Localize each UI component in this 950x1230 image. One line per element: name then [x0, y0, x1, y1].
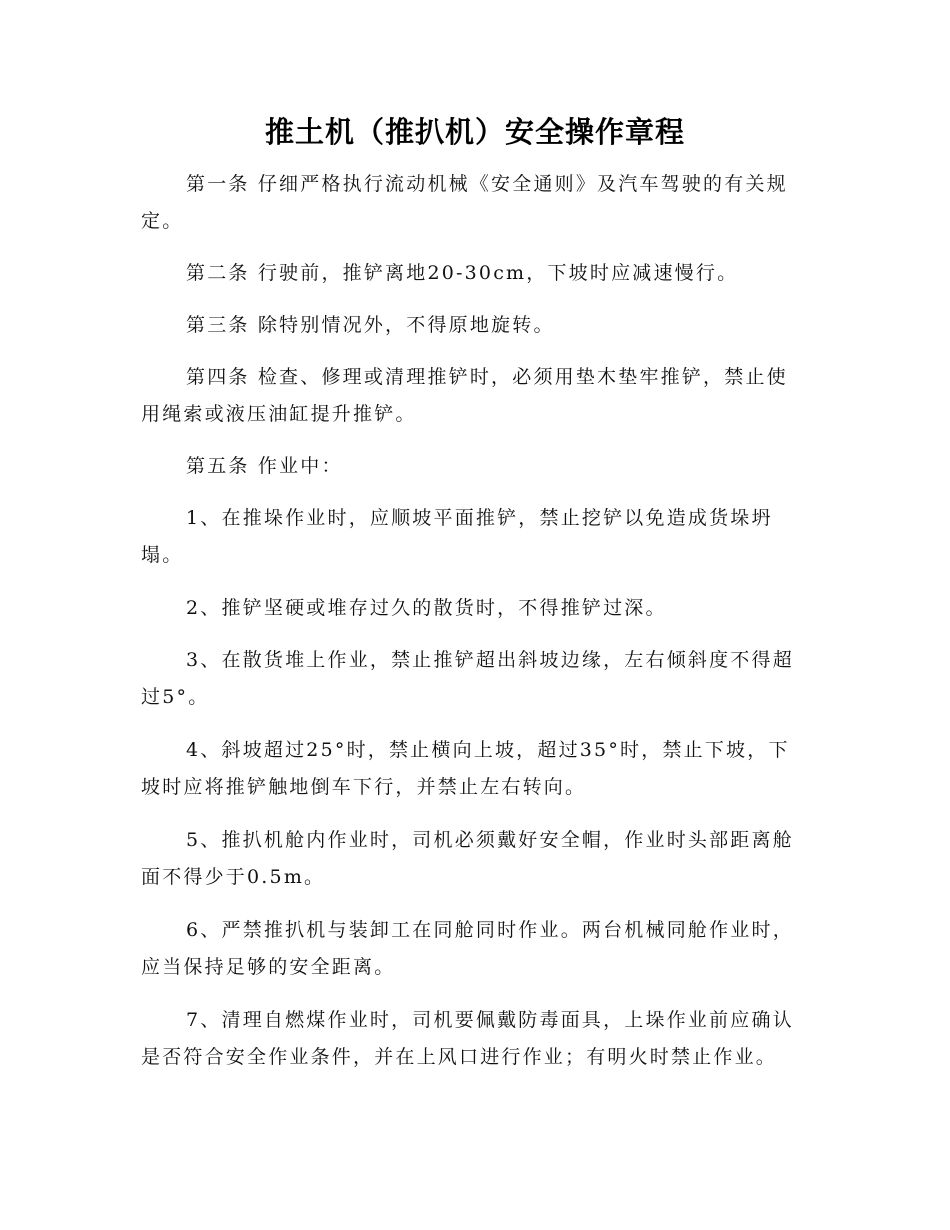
clause-3: 3、在散货堆上作业，禁止推铲超出斜坡边缘，左右倾斜度不得超过5°。	[141, 649, 794, 708]
article-4: 第四条 检查、修理或清理推铲时，必须用垫木垫牢推铲，禁止使用绳索或液压油缸提升推铲。	[141, 366, 788, 425]
clause-4: 4、斜坡超过25°时，禁止横向上坡，超过35°时，禁止下坡，下坡时应将推铲触地倒车下行，并禁止左右转向。	[141, 739, 790, 798]
document-title: 推土机（推扒机）安全操作章程	[264, 115, 685, 149]
clause-7: 7、清理自燃煤作业时，司机要佩戴防毒面具，上垛作业前应确认是否符合安全作业条件，并在上风口进行作业；有明火时禁止作业。	[141, 1009, 794, 1068]
article-1: 第一条 仔细严格执行流动机械《安全通则》及汽车驾驶的有关规定。	[141, 173, 788, 232]
clause-5: 5、推扒机舱内作业时，司机必须戴好安全帽，作业时头部距离舱面不得少于0.5m。	[141, 829, 794, 888]
article-5: 第五条 作业中：	[186, 455, 343, 477]
clause-1: 1、在推垛作业时，应顺坡平面推铲，禁止挖铲以免造成货垛坍塌。	[141, 507, 773, 566]
article-2: 第二条 行驶前，推铲离地20-30cm，下坡时应减速慢行。	[186, 262, 739, 284]
article-3: 第三条 除特别情况外，不得原地旋转。	[186, 314, 555, 336]
clause-6: 6、严禁推扒机与装卸工在同舱同时作业。两台机械同舱作业时，应当保持足够的安全距离。	[141, 919, 794, 978]
clause-2: 2、推铲坚硬或堆存过久的散货时，不得推铲过深。	[186, 597, 667, 619]
